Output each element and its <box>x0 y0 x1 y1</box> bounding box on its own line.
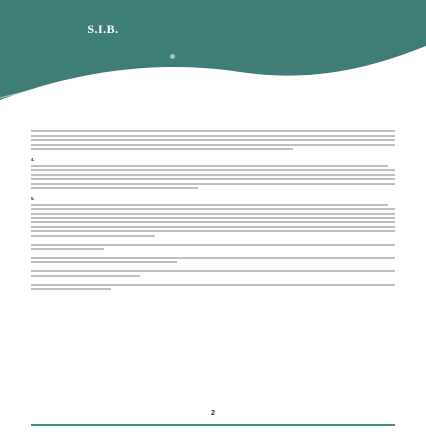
paragraph-1 <box>31 130 395 150</box>
paragraph-2-number: 4. <box>31 156 35 162</box>
header-wave-decoration <box>0 40 426 108</box>
organization-logo: S.I.B. <box>87 21 119 36</box>
page-header <box>0 0 426 108</box>
paragraph-3-number: 5. <box>31 195 35 201</box>
document-body <box>31 128 395 297</box>
header-dot <box>170 54 175 59</box>
page-number: 2 <box>211 410 215 417</box>
paragraph-4 <box>31 244 395 250</box>
paragraph-2 <box>31 157 395 189</box>
paragraph-3 <box>31 196 395 237</box>
footer-rule <box>31 424 395 426</box>
paragraph-5 <box>31 257 395 263</box>
paragraph-6 <box>31 270 395 276</box>
paragraph-7 <box>31 284 395 290</box>
